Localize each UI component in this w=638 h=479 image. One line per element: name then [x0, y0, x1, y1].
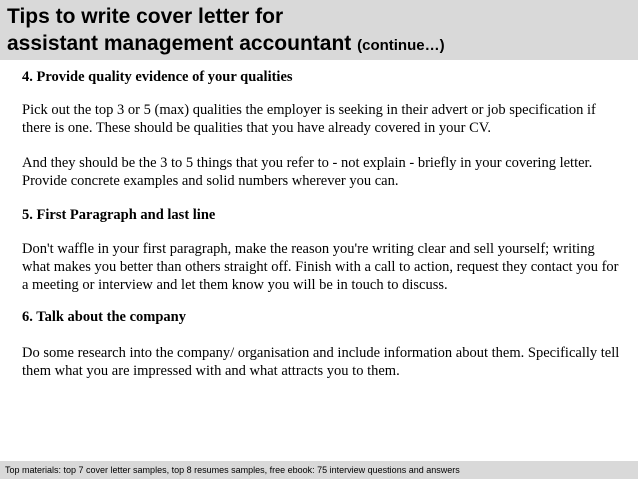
- page-title-line-1: Tips to write cover letter for: [7, 5, 284, 28]
- paragraph-top-qualities: Pick out the top 3 or 5 (max) qualities the employer is seeking in their advert or job specification if there is one. These should be qualities that you have already covered in your CV.: [22, 102, 596, 136]
- section-heading-first-paragraph: 5. First Paragraph and last line: [22, 207, 216, 223]
- section-heading-evidence: 4. Provide quality evidence of your qualities: [22, 69, 293, 85]
- paragraph-refer-briefly: And they should be the 3 to 5 things that you refer to - not explain - briefly in your covering letter. Provide concrete examples and solid numbers wherever you can.: [22, 155, 593, 189]
- title-bar: [0, 0, 638, 60]
- paragraph-research-company: Do some research into the company/ organisation and include information about them. Specifically tell them what you are impressed with and what attracts you to them.: [22, 345, 620, 379]
- footer-text: Top materials: top 7 cover letter samples, top 8 resumes samples, free ebook: 75 interview questions and answers: [5, 465, 460, 475]
- paragraph-dont-waffle: Don't waffle in your first paragraph, make the reason you're writing clear and sell yourself; writing what makes you better than others straight off. Finish with a call to action, request they contact you for a meeting or interview and let them know you will be in touch to discuss.: [22, 241, 619, 293]
- page-title-line-2: [7, 32, 445, 58]
- page-title-suffix: (continue…): [357, 37, 445, 54]
- section-heading-company: 6. Talk about the company: [22, 309, 186, 325]
- page-title-main: assistant management accountant: [7, 32, 352, 55]
- footer-bar: [0, 461, 638, 479]
